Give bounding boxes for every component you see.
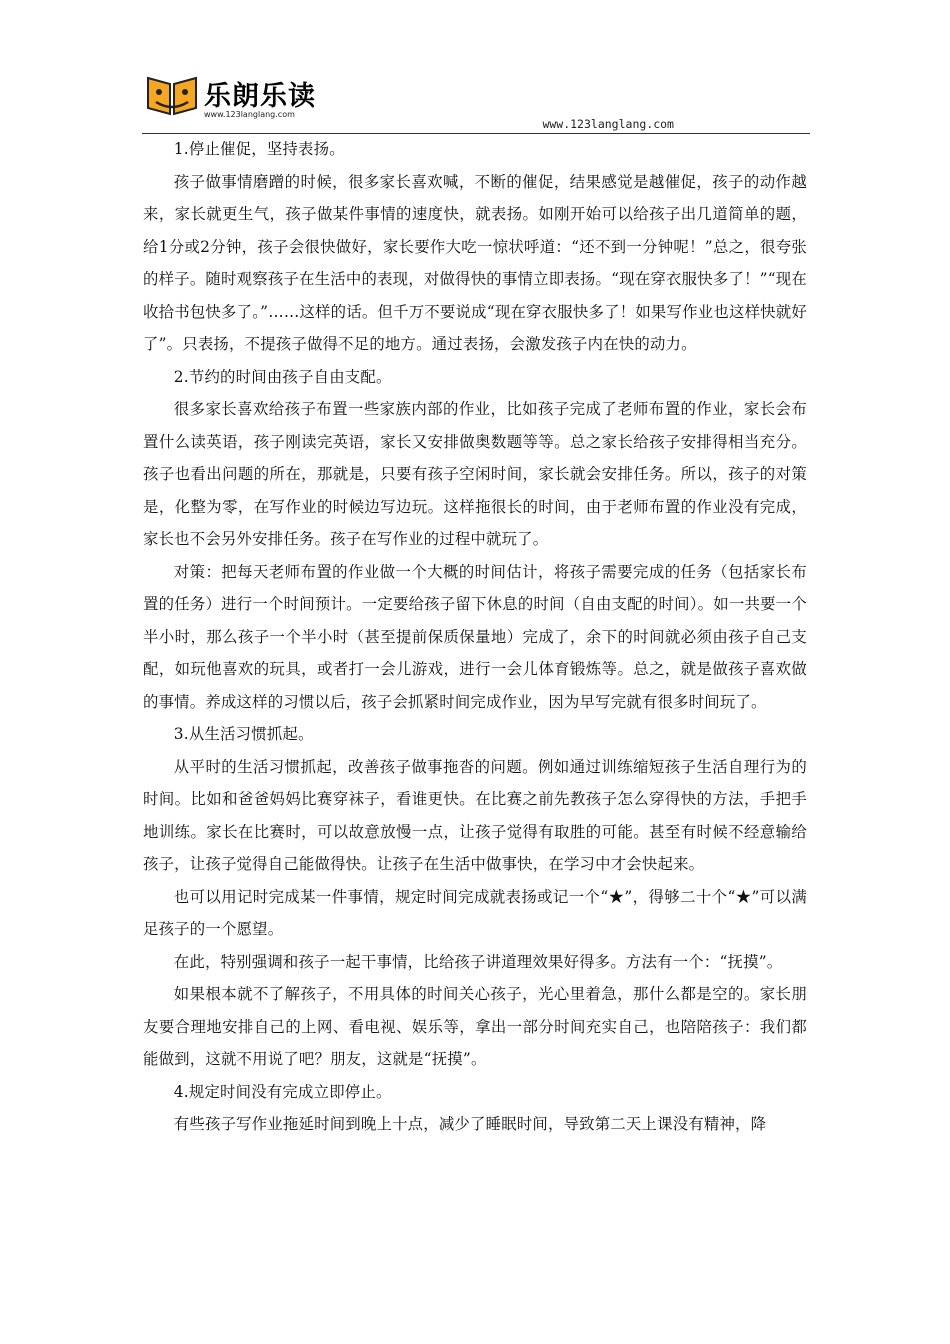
heading-4: 4.规定时间没有完成立即停止。 — [173, 1082, 392, 1101]
book-logo-icon — [146, 72, 198, 116]
paragraph: 从平时的生活习惯抓起，改善孩子做事拖沓的问题。例如通过训练缩短孩子生活自理行为的时间。比如和爸爸妈妈比赛穿袜子，看谁更快。在比赛之前先教孩子怎么穿得快的方法，手把手地训练。家长在比赛时，可以故意放慢一点，让孩子觉得有取胜的可能。甚至有时候不经意输给孩子，让孩子觉得自己能做得快。让孩子在生活中做事快，在学习中才会快起来。 — [143, 757, 807, 873]
paragraph: 在此，特别强调和孩子一起干事情，比给孩子讲道理效果好得多。方法有一个：“抚摸”。 — [173, 952, 783, 971]
heading-2: 2.节约的时间由孩子自由支配。 — [173, 367, 392, 386]
paragraph: 孩子做事情磨蹭的时候，很多家长喜欢喊，不断的催促，结果感觉是越催促，孩子的动作越来，家长就更生气，孩子做某件事情的速度快，就表扬。如刚开始可以给孩子出几道简单的题，给1分或2分钟，孩子会很快做好，家长要作大吃一惊状呼道：“还不到一分钟呢！”总之，很夸张的样子。随时观察孩子在生活中的表现，对做得快的事情立即表扬。“现在穿衣服快多了！”“现在收拾书包快多了。”……这样的话。但千万不要说成“现在穿衣服快多了！如果写作业也这样快就好了”。只表扬，不提孩子做得不足的地方。通过表扬，会激发孩子内在快的动力。 — [143, 172, 807, 353]
heading-3: 3.从生活习惯抓起。 — [173, 725, 314, 743]
paragraph: 对策：把每天老师布置的作业做一个大概的时间估计，将孩子需要完成的任务（包括家长布置的任务）进行一个时间预计。一定要给孩子留下休息的时间（自由支配的时间）。如一共要一个半小时，那么孩子一个半小时（甚至提前保质保量地）完成了，余下的时间就必须由孩子自己支配，如玩他喜欢的玩具，或者打一会儿游戏，进行一会儿体育锻炼等。总之，就是做孩子喜欢做的事情。养成这样的习惯以后，孩子会抓紧时间完成作业，因为早写完就有很多时间玩了。 — [143, 562, 807, 711]
heading-1: 1.停止催促，坚持表扬。 — [173, 140, 345, 158]
paragraph: 也可以用记时完成某一件事情，规定时间完成就表扬或记一个“★”，得够二十个“★”可以满足孩子的一个愿望。 — [143, 887, 807, 938]
logo-url: www.123langlang.com — [204, 110, 295, 119]
page-header — [142, 66, 810, 134]
paragraph: 很多家长喜欢给孩子布置一些家族内部的作业，比如孩子完成了老师布置的作业，家长会布置什么读英语，孩子刚读完英语，家长又安排做奥数题等等。总之家长给孩子安排得相当充分。孩子也看出问题的所在，那就是，只要有孩子空闲时间，家长就会安排任务。所以，孩子的对策是，化整为零，在写作业的时候边写边玩。这样拖很长的时间，由于老师布置的作业没有完成，家长也不会另外安排任务。孩子在写作业的过程中就玩了。 — [143, 400, 807, 548]
paragraph: 有些孩子写作业拖延时间到晚上十点，减少了睡眠时间，导致第二天上课没有精神，降 — [173, 1115, 767, 1133]
site-url[interactable]: www.123langlang.com — [542, 117, 674, 131]
article-body — [143, 133, 807, 1141]
paragraph: 如果根本就不了解孩子，不用具体的时间关心孩子，光心里着急，那什么都是空的。家长朋友要合理地安排自己的上网、看电视、娱乐等，拿出一部分时间充实自己，也陪陪孩子：我们都能做到，这就不用说了吧？朋友，这就是“抚摸”。 — [143, 985, 807, 1068]
logo-text: 乐朗乐读 — [204, 81, 316, 112]
